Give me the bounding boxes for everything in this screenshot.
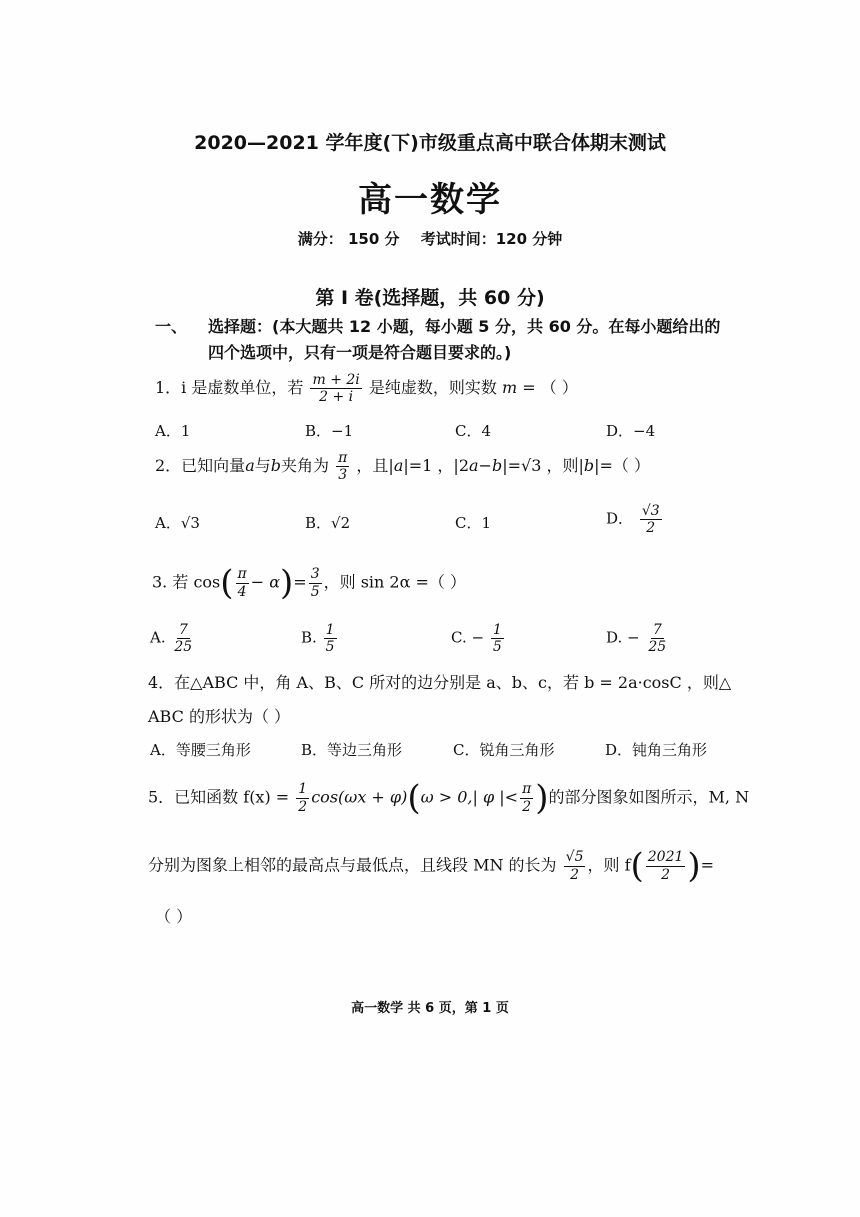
full-score: 满分： 150 分 bbox=[297, 230, 400, 248]
question-4-line-2: ABC 的形状为（ ） bbox=[148, 707, 291, 726]
subject-title: 高一数学 bbox=[358, 180, 502, 220]
question-4-line-1: 4．在△ABC 中，角 A、B、C 所对的边分别是 a、b、c，若 b = 2a·cosC ，则△ bbox=[148, 673, 732, 692]
exam-meta bbox=[0, 228, 860, 249]
question-5-answer-blank: （ ） bbox=[155, 907, 193, 926]
q3-option-d: D. − $\frac{7}{25}$ bbox=[606, 622, 667, 656]
page-footer: 高一数学 共 6 页，第 1 页 bbox=[351, 1001, 509, 1016]
q4-option-a: A．等腰三角形 bbox=[150, 741, 251, 759]
question-1: 1．i 是虚数单位，若 $\frac{m + 2i}{2 + i}$ 是纯虚数，则实数 m = （ ） bbox=[155, 372, 578, 406]
q1-option-d: D．−4 bbox=[606, 422, 656, 440]
q1-fraction: $\frac{m + 2i}{2 + i}$ bbox=[312, 372, 360, 406]
exam-title: 2020—2021 学年度(下)市级重点高中联合体期末测试 bbox=[194, 132, 666, 154]
q3-option-b: B. $\frac{1}{5}$ bbox=[301, 622, 335, 656]
question-3: 3. 若 cos( $\frac{\pi}{4}$ − α)= $\frac{3}{5}$ ，则 sin 2α =（ ） bbox=[152, 563, 466, 603]
q3-option-c: C. − $\frac{1}{5}$ bbox=[451, 622, 502, 656]
q4-option-c: C．锐角三角形 bbox=[453, 741, 555, 759]
q4-option-d: D．钝角三角形 bbox=[605, 741, 708, 759]
q4-option-b: B．等边三角形 bbox=[301, 741, 403, 759]
question-5-line-2: 分别为图象上相邻的最高点与最低点，且线段 MN 的长为 $\frac{√5}{2}$ ，则 f( $\frac{2021}{2}$ )= bbox=[148, 846, 715, 886]
q1-option-a: A．1 bbox=[155, 422, 191, 440]
section-title: 第 I 卷(选择题，共 60 分) bbox=[315, 287, 545, 309]
q2-fraction: $\frac{\pi}{3}$ bbox=[338, 450, 348, 484]
exam-time: 考试时间：120 分钟 bbox=[420, 230, 563, 248]
instruction-line-2: 四个选项中，只有一项是符合题目要求的。) bbox=[208, 343, 512, 362]
q3-option-a: A. $\frac{7}{25}$ bbox=[150, 622, 193, 656]
q2-option-c: C．1 bbox=[455, 514, 492, 532]
question-2: 2．已知向量a与b夹角为 $\frac{\pi}{3}$ ，且|a|=1 ，|2a−b|=√3 ，则|b|=（ ） bbox=[155, 450, 650, 484]
q1-option-c: C．4 bbox=[455, 422, 492, 440]
q2-option-a: A．√3 bbox=[155, 514, 200, 532]
instruction-line-1: 选择题：(本大题共 12 小题，每小题 5 分，共 60 分。在每小题给出的 bbox=[208, 317, 721, 336]
q2-option-b: B．√2 bbox=[305, 514, 351, 532]
q1-option-b: B．−1 bbox=[305, 422, 354, 440]
question-5-line-1: 5．已知函数 f(x) = $\frac{1}{2}$ cos(ωx + φ)(ω > 0,| φ |< $\frac{\pi}{2}$ )的部分图象如图所示，M, N bbox=[148, 778, 750, 818]
q2-option-d: D． $\frac{√3}{2}$ bbox=[606, 503, 660, 537]
part-number: 一、 bbox=[155, 317, 188, 336]
